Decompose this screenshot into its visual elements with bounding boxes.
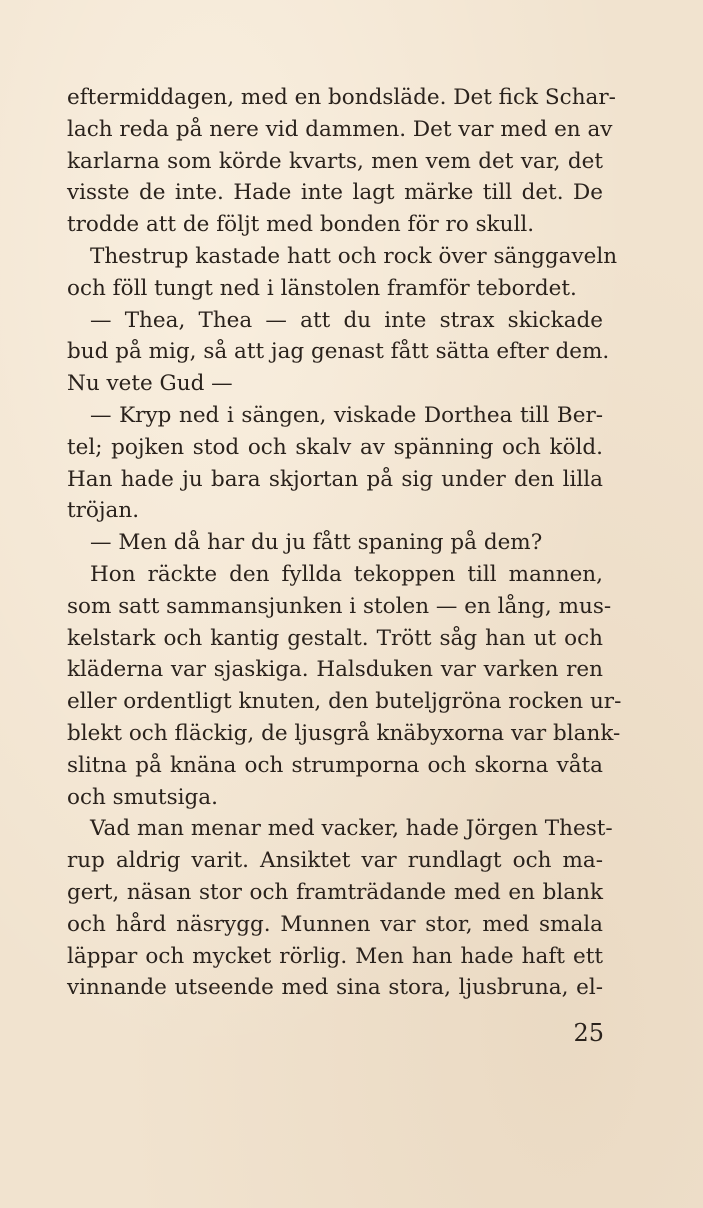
text-line: — Men då har du ju fått spaning på dem? <box>90 530 543 556</box>
text-line: Hon räckte den fyllda tekoppen till mannen, <box>90 561 603 587</box>
text-line: tröjan. <box>67 498 140 524</box>
text-line: bud på mig, så att jag genast fått sätta efter dem. <box>67 339 610 365</box>
text-line: blekt och fläckig, de ljusgrå knäbyxorna var blank- <box>67 720 621 746</box>
text-line: visste de inte. Hade inte lagt märke till det. De <box>67 180 603 206</box>
text-line: läppar och mycket rörlig. Men han hade haft ett <box>67 943 603 969</box>
text-line: som satt sammansjunken i stolen — en lång, mus- <box>67 593 612 619</box>
text-line: rup aldrig varit. Ansiktet var rundlagt och ma- <box>67 848 603 874</box>
text-line: kläderna var sjaskiga. Halsduken var varken ren <box>67 657 603 683</box>
text-line: karlarna som körde kvarts, men vem det var, det <box>67 148 603 174</box>
text-line: Thestrup kastade hatt och rock över sänggaveln <box>90 243 618 269</box>
body-text <box>67 82 622 1004</box>
text-line: eller ordentligt knuten, den buteljgröna rocken ur- <box>67 689 622 715</box>
text-line: — Kryp ned i sängen, viskade Dorthea till Ber- <box>90 402 603 428</box>
text-line: kelstark och kantig gestalt. Trött såg han ut och <box>67 625 603 651</box>
text-line: eftermiddagen, med en bondsläde. Det fick Schar- <box>67 85 616 110</box>
text-line: och hård näsrygg. Munnen var stor, med smala <box>67 911 603 937</box>
text-line: Han hade ju bara skjortan på sig under den lilla <box>67 466 603 492</box>
page-number: 25 <box>573 1019 604 1047</box>
text-line: — Thea, Thea — att du inte strax skickade <box>90 307 603 333</box>
text-line: gert, näsan stor och framträdande med en blank <box>67 879 603 905</box>
text-line: Nu vete Gud — <box>67 371 233 397</box>
text-line: slitna på knäna och strumporna och skorna våta <box>67 752 603 778</box>
text-line: vinnande utseende med sina stora, ljusbruna, el- <box>67 975 603 1001</box>
text-line: lach reda på nere vid dammen. Det var med en av <box>67 116 613 142</box>
text-line: trodde att de följt med bonden för ro skull. <box>67 212 535 238</box>
text-line: och smutsiga. <box>67 784 218 810</box>
text-line: tel; pojken stod och skalv av spänning och köld. <box>67 434 603 460</box>
text-line: Vad man menar med vacker, hade Jörgen Thest- <box>90 816 613 842</box>
text-line: och föll tungt ned i länstolen framför tebordet. <box>67 275 577 301</box>
